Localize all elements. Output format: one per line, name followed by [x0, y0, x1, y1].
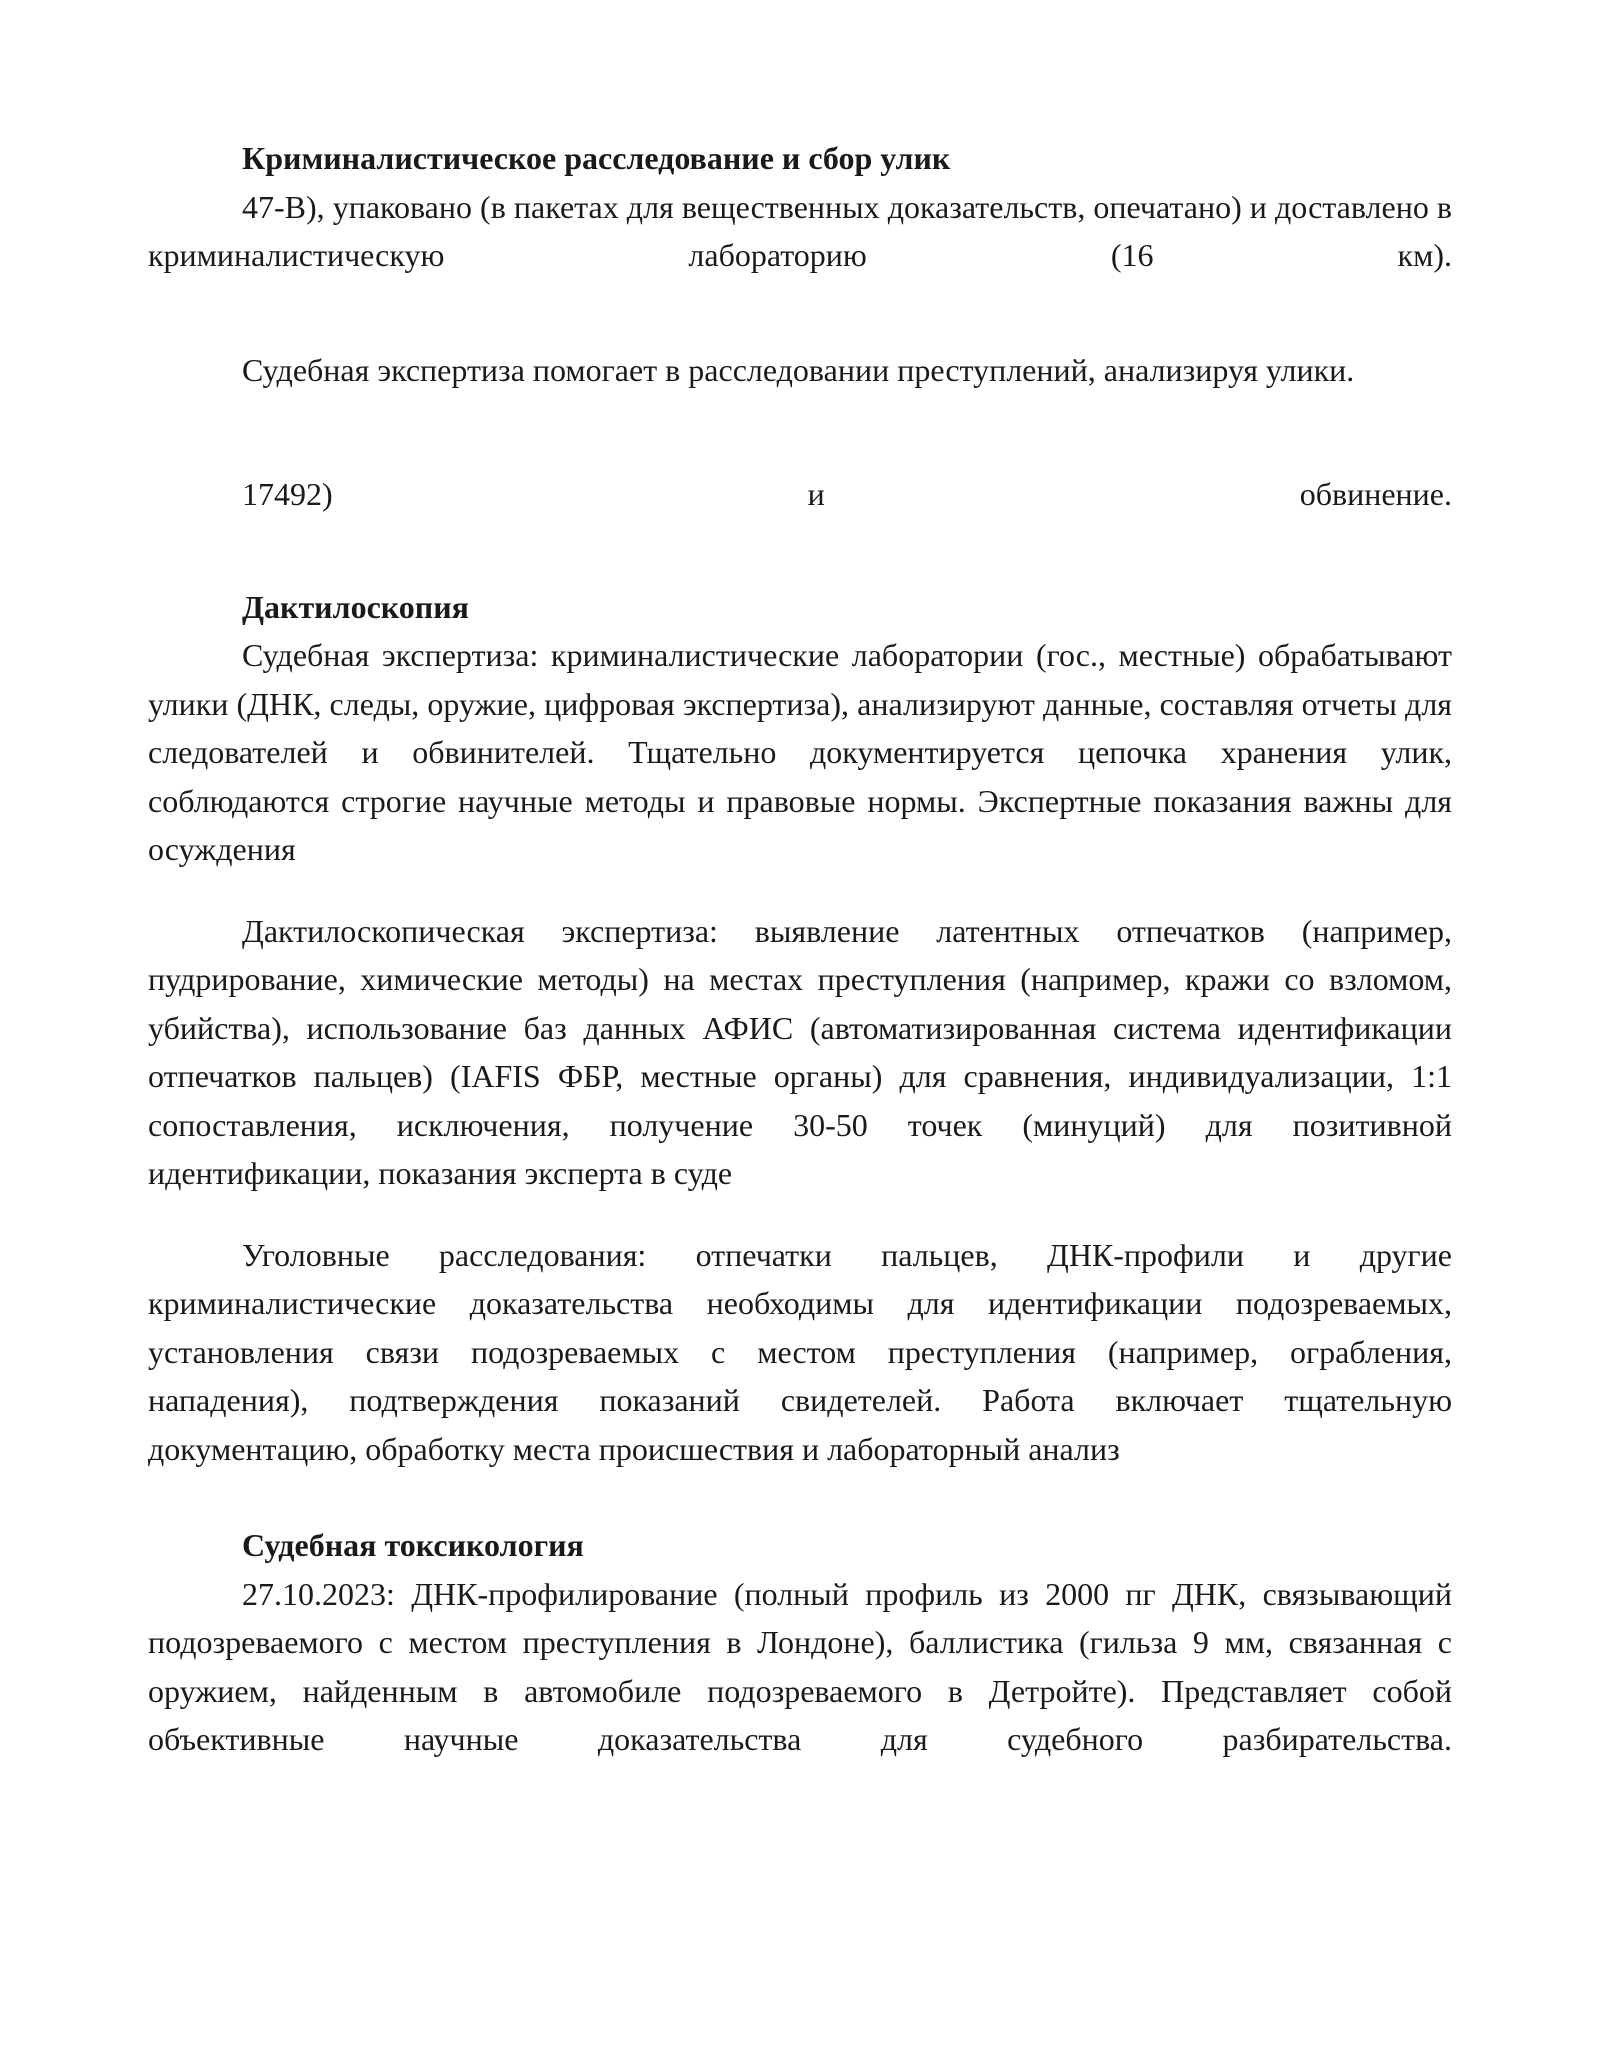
- spacer: [148, 394, 1452, 470]
- section-heading-forensic-investigation: Криминалистическое расследование и сбор улик: [242, 140, 951, 176]
- paragraph-fingerprint-expertise: Дактилоскопическая экспертиза: выявление латентных отпечатков (например, пудрирование, химические методы) на местах преступления (например, кражи со взломом, убийства), использование баз данных АФИС (автоматизированная система идентификации отпечатков пальцев) (IAFIS ФБР, местные органы) для сравнения, индивидуализации, 1:1 сопоставления, исключения, получение 30-50 точек (минуций) для позитивной идентификации, показания эксперта в суде: [148, 912, 1452, 1191]
- spacer: [148, 1473, 1452, 1521]
- paragraph-evidence-packaging: 47-В), упаковано (в пакетах для вещественных доказательств, опечатано) и доставлено в криминалистическую лабораторию (16 км).: [148, 188, 1452, 273]
- spacer: [148, 874, 1452, 907]
- spacer: [148, 313, 1452, 346]
- document-page: [148, 134, 1452, 1764]
- paragraph-forensic-labs: Судебная экспертиза: криминалистические лаборатории (гос., местные) обрабатывают улики (ДНК, следы, оружие, цифровая экспертиза), анализируют данные, составляя отчеты для следователей и обвинителей. Тщательно документируется цепочка хранения улик, соблюдаются строгие научные методы и правовые нормы. Экспертные показания важны для осуждения: [148, 637, 1452, 867]
- section-heading-forensic-toxicology: Судебная токсикология: [242, 1527, 584, 1563]
- paragraph-forensic-expertise-summary: Судебная экспертиза помогает в расследовании преступлений, анализируя улики.: [242, 351, 1355, 388]
- section-heading-dactyloscopy: Дактилоскопия: [242, 588, 469, 625]
- paragraph-case-number: 17492) и обвинение.: [242, 476, 1452, 512]
- spacer: [148, 1198, 1452, 1231]
- paragraph-dna-ballistics: 27.10.2023: ДНК-профилирование (полный профиль из 2000 пг ДНК, связывающий подозреваемого с местом преступления в Лондоне), баллистика (гильза 9 мм, связанная с оружием, найденным в автомобиле подозреваемого в Детройте). Представляет собой объективные научные доказательства для судебного разбирательства.: [148, 1575, 1452, 1757]
- spacer: [148, 519, 1452, 583]
- paragraph-criminal-investigations: Уголовные расследования: отпечатки пальцев, ДНК-профили и другие криминалистические доказательства необходимы для идентификации подозреваемых, установления связи подозреваемых с местом преступления (например, ограбления, нападения), подтверждения показаний свидетелей. Работа включает тщательную документацию, обработку места происшествия и лабораторный анализ: [148, 1236, 1452, 1467]
- spacer: [148, 280, 1452, 313]
